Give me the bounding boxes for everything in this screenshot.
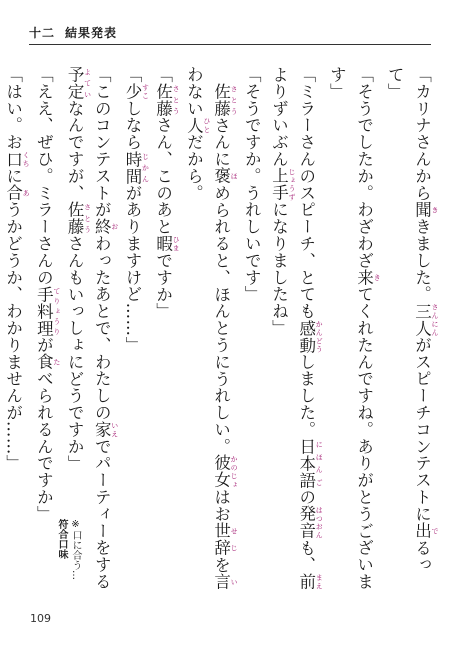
text-line xyxy=(238,66,265,596)
chapter-title: 結果発表 xyxy=(65,26,118,40)
text-segment: るって」 xyxy=(385,66,432,574)
furigana-reading: さとう xyxy=(230,82,239,117)
furigana-word xyxy=(65,201,92,236)
furigana-reading: た xyxy=(52,353,61,371)
kanji-base: 三人 xyxy=(412,302,432,337)
text-segment: うかどうか、わかりませんが……」 xyxy=(3,201,23,472)
furigana-reading: かんどう xyxy=(315,319,324,354)
text-segment: が xyxy=(34,336,54,354)
vocabulary-note xyxy=(54,519,82,619)
text-line xyxy=(61,66,119,596)
furigana-reading: てりょうり xyxy=(52,285,61,337)
furigana-word xyxy=(184,116,211,134)
text-line xyxy=(323,66,381,596)
furigana-word xyxy=(92,420,119,438)
text-segment: はお xyxy=(211,488,231,522)
furigana-reading: はつおん xyxy=(315,505,324,540)
text-line xyxy=(30,66,61,596)
furigana-word xyxy=(34,285,61,337)
kanji-base: 口 xyxy=(3,150,23,168)
furigana-word xyxy=(153,82,181,117)
text-segment: も、 xyxy=(296,539,316,574)
text-segment: 「カリナさんから xyxy=(412,66,432,202)
kanji-base: 少 xyxy=(122,82,142,100)
furigana-word xyxy=(211,521,239,556)
furigana-reading: すこ xyxy=(141,82,150,100)
furigana-reading: まえ xyxy=(315,573,324,590)
header-rule xyxy=(29,44,431,45)
furigana-reading: せじ xyxy=(230,521,239,556)
kanji-base: 人 xyxy=(184,116,204,134)
text-segment: になりましたね」 xyxy=(269,201,289,337)
kanji-base: 佐藤 xyxy=(65,201,85,236)
furigana-word xyxy=(122,82,150,100)
text-line xyxy=(149,66,180,596)
kanji-base: 来 xyxy=(354,268,374,286)
furigana-reading: いえ xyxy=(110,420,119,438)
furigana-word xyxy=(211,454,239,489)
text-line xyxy=(265,66,323,596)
text-segment: を xyxy=(211,555,231,573)
furigana-word xyxy=(412,522,439,540)
furigana-reading: で xyxy=(431,522,439,540)
kanji-base: 合 xyxy=(3,184,23,202)
furigana-reading: かのじょ xyxy=(230,454,239,489)
text-segment: められると、ほんとうにうれしい。 xyxy=(211,183,231,455)
text-segment: しなら xyxy=(122,99,142,151)
furigana-word xyxy=(412,302,439,337)
text-segment: だから。 xyxy=(184,133,204,202)
furigana-reading: お xyxy=(110,218,119,236)
kanji-base: 彼女 xyxy=(211,454,231,489)
body-text xyxy=(3,66,439,596)
kanji-base: 褒 xyxy=(211,167,231,184)
text-segment: 「 xyxy=(122,66,142,83)
kanji-base: 暇 xyxy=(153,235,173,252)
chapter-number: 十二 xyxy=(29,26,56,40)
furigana-word xyxy=(3,184,31,202)
page-number: 109 xyxy=(30,612,51,625)
text-segment: さんに xyxy=(211,116,231,168)
kanji-base: 予定 xyxy=(65,66,85,100)
furigana-word xyxy=(296,573,324,590)
text-segment: の xyxy=(296,488,316,506)
text-line xyxy=(381,66,439,596)
furigana-reading: き xyxy=(373,268,382,286)
furigana-word xyxy=(296,505,324,540)
kanji-base: 時間 xyxy=(122,150,142,185)
furigana-word xyxy=(412,201,439,219)
text-segment: さん、このあと xyxy=(153,116,173,236)
text-segment: ですか」 xyxy=(153,251,173,320)
text-segment: に xyxy=(3,167,23,185)
kanji-base: 上手 xyxy=(269,167,289,202)
kanji-base: 世辞 xyxy=(211,521,231,556)
furigana-reading: じょうず xyxy=(287,167,296,202)
furigana-reading: さとう xyxy=(83,201,92,236)
furigana-reading: ひと xyxy=(202,116,211,134)
furigana-word xyxy=(269,167,296,202)
kanji-base: 手料理 xyxy=(34,285,54,337)
text-segment: てくれたんですね。ありがとうございます」 xyxy=(327,66,374,590)
kanji-base: 終 xyxy=(92,218,112,236)
text-segment: べられるんですか」 xyxy=(34,370,54,523)
text-segment: 「このコンテストが xyxy=(92,66,112,219)
text-line xyxy=(0,66,30,596)
kanji-base: 出 xyxy=(412,522,432,540)
note-gloss: 符合口味 xyxy=(56,519,67,559)
kanji-base: 食 xyxy=(34,353,54,371)
furigana-reading: にほんご xyxy=(315,437,324,489)
text-segment: でパーティーをする xyxy=(92,437,112,590)
furigana-word xyxy=(65,66,92,100)
furigana-word xyxy=(122,150,150,185)
text-segment: なんですが、 xyxy=(65,99,85,202)
furigana-word xyxy=(296,319,324,354)
furigana-word xyxy=(211,572,239,590)
text-segment: しました。 xyxy=(296,353,316,438)
furigana-reading: ひま xyxy=(172,235,181,252)
text-segment: よりずいぶん xyxy=(269,66,289,168)
kanji-base: 家 xyxy=(92,420,112,438)
furigana-reading: ほ xyxy=(230,167,239,184)
kanji-base: 佐藤 xyxy=(153,82,173,117)
furigana-reading: さとう xyxy=(172,82,181,117)
kanji-base: 感動 xyxy=(296,319,316,354)
text-segment: 「ええ、ぜひ。ミラーさんの xyxy=(34,66,54,286)
text-segment: わったあとで、わたしの xyxy=(92,235,112,421)
text-segment: 「ミラーさんのスピーチ、とても xyxy=(296,66,316,320)
text-segment: わない xyxy=(184,66,204,117)
furigana-word xyxy=(92,218,119,236)
furigana-reading: あ xyxy=(22,184,31,202)
text-segment: さんもいっしょにどうですか」 xyxy=(65,235,85,472)
text-line xyxy=(180,66,238,596)
text-segment: がありますけど……」 xyxy=(122,184,142,354)
kanji-base: 日本語 xyxy=(296,437,316,489)
furigana-word xyxy=(296,437,324,489)
text-segment: 「はい。お xyxy=(3,66,23,151)
text-segment: 「 xyxy=(153,66,173,83)
note-term: ※口に合う… xyxy=(70,519,81,580)
kanji-base: 前 xyxy=(296,573,316,590)
text-segment: 「そうでしたか。わざわざ xyxy=(354,66,374,269)
chapter-header xyxy=(29,24,117,41)
furigana-reading: よてい xyxy=(83,66,92,100)
text-segment: 「そうですか。うれしいです」 xyxy=(242,66,262,303)
furigana-word xyxy=(211,167,239,184)
kanji-base: 発音 xyxy=(296,505,316,540)
text-segment: がスピーチコンテストに xyxy=(412,336,432,523)
furigana-word xyxy=(3,150,31,168)
text-line xyxy=(119,66,150,596)
furigana-word xyxy=(354,268,382,286)
furigana-reading: き xyxy=(431,201,439,219)
furigana-word xyxy=(34,353,61,371)
furigana-reading: さんにん xyxy=(431,302,439,337)
kanji-base: 言 xyxy=(211,572,231,590)
furigana-word xyxy=(153,235,181,252)
furigana-reading: じかん xyxy=(141,150,150,185)
text-segment: きました。 xyxy=(412,218,432,303)
kanji-base: 聞 xyxy=(412,201,432,219)
furigana-word xyxy=(211,82,239,117)
kanji-base: 佐藤 xyxy=(211,82,231,117)
furigana-reading: い xyxy=(230,572,239,590)
furigana-reading: くち xyxy=(22,150,31,168)
